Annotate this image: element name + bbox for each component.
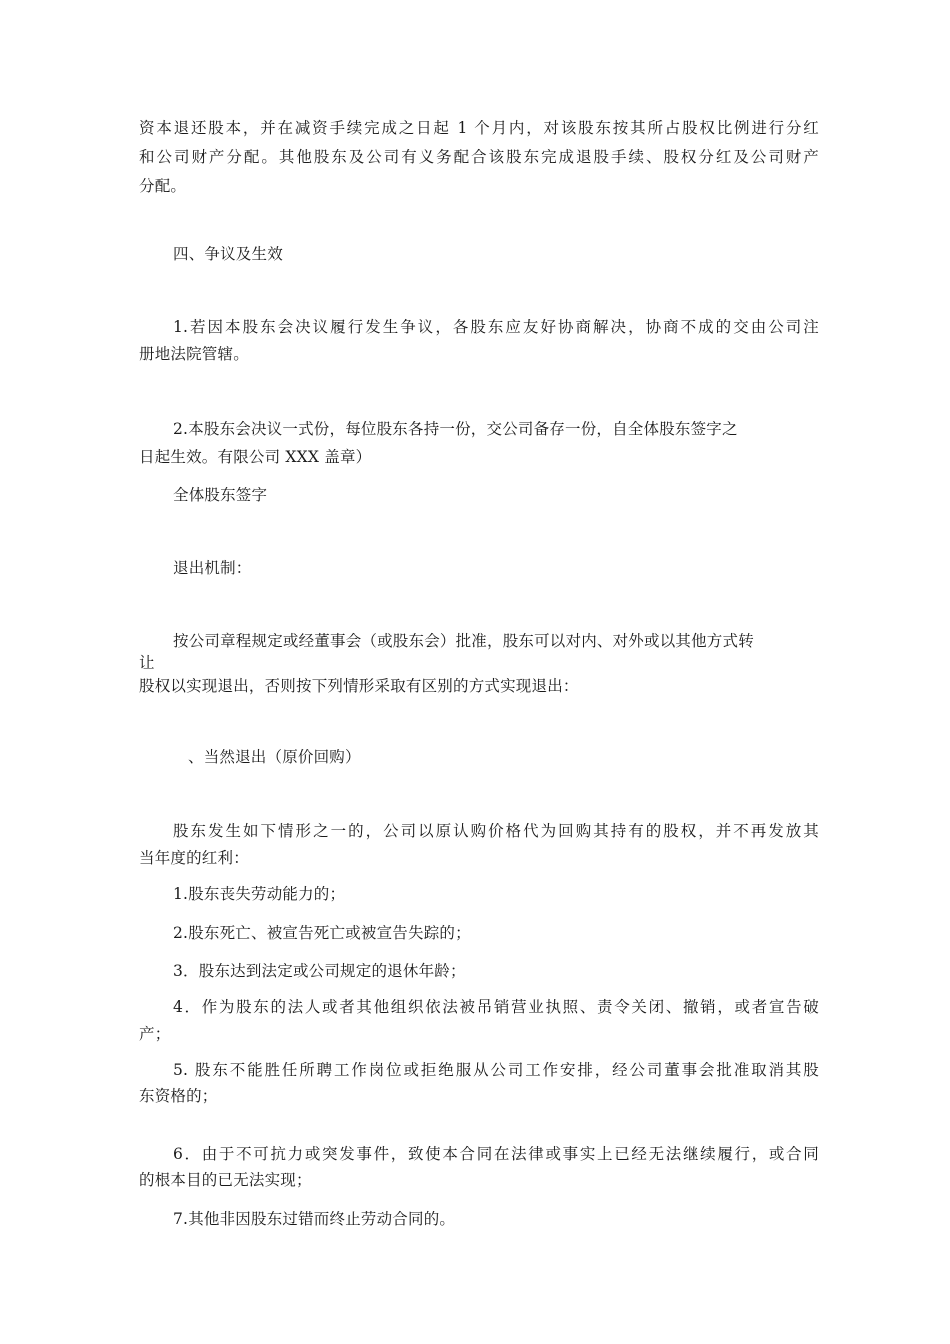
list-item-continued: 的根本目的已无法实现；: [139, 1171, 312, 1189]
paragraph-line: 当年度的红利：: [139, 849, 249, 867]
paragraph-line: 日起生效。有限公司 XXX 盖章）: [139, 448, 372, 466]
paragraph-line: 分配。: [139, 177, 187, 195]
list-item: 1.股东丧失劳动能力的；: [173, 885, 346, 903]
paragraph-line: 2.本股东会决议一式份，每位股东各持一份，交公司备存一份，自全体股东签字之: [173, 420, 738, 438]
section-heading: 、当然退出（原价回购）: [188, 748, 361, 766]
list-item-continued: 东资格的；: [139, 1087, 218, 1105]
list-item: 6．由于不可抗力或突发事件，致使本合同在法律或事实上已经无法继续履行，或合同: [173, 1145, 819, 1163]
list-item: 2.股东死亡、被宣告死亡或被宣告失踪的；: [173, 924, 471, 942]
paragraph-line: 股权以实现退出，否则按下列情形采取有区别的方式实现退出：: [139, 677, 579, 695]
list-item-continued: 产；: [139, 1025, 171, 1043]
paragraph-line: 按公司章程规定或经董事会（或股东会）批准，股东可以对内、对外或以其他方式转: [173, 632, 754, 650]
list-item: 5. 股东不能胜任所聘工作岗位或拒绝服从公司工作安排，经公司董事会批准取消其股: [173, 1061, 819, 1079]
paragraph-line: 和公司财产分配。其他股东及公司有义务配合该股东完成退股手续、股权分红及公司财产: [139, 148, 819, 166]
paragraph-line: 册地法院管辖。: [139, 345, 249, 363]
paragraph-line: 1.若因本股东会决议履行发生争议，各股东应友好协商解决，协商不成的交由公司注: [173, 318, 819, 336]
signature-label: 全体股东签字: [173, 486, 268, 504]
paragraph-line: 让: [139, 654, 155, 672]
list-item: 4．作为股东的法人或者其他组织依法被吊销营业执照、责令关闭、撤销，或者宣告破: [173, 998, 819, 1016]
paragraph-line: 股东发生如下情形之一的，公司以原认购价格代为回购其持有的股权，并不再发放其: [173, 822, 819, 840]
list-item: 3．股东达到法定或公司规定的退休年龄；: [173, 962, 466, 980]
section-heading: 退出机制：: [173, 559, 252, 577]
paragraph-line: 资本退还股本，并在减资手续完成之日起 1 个月内，对该股东按其所占股权比例进行分红: [139, 119, 819, 137]
list-item: 7.其他非因股东过错而终止劳动合同的。: [173, 1210, 456, 1228]
section-heading: 四、争议及生效: [173, 245, 283, 263]
